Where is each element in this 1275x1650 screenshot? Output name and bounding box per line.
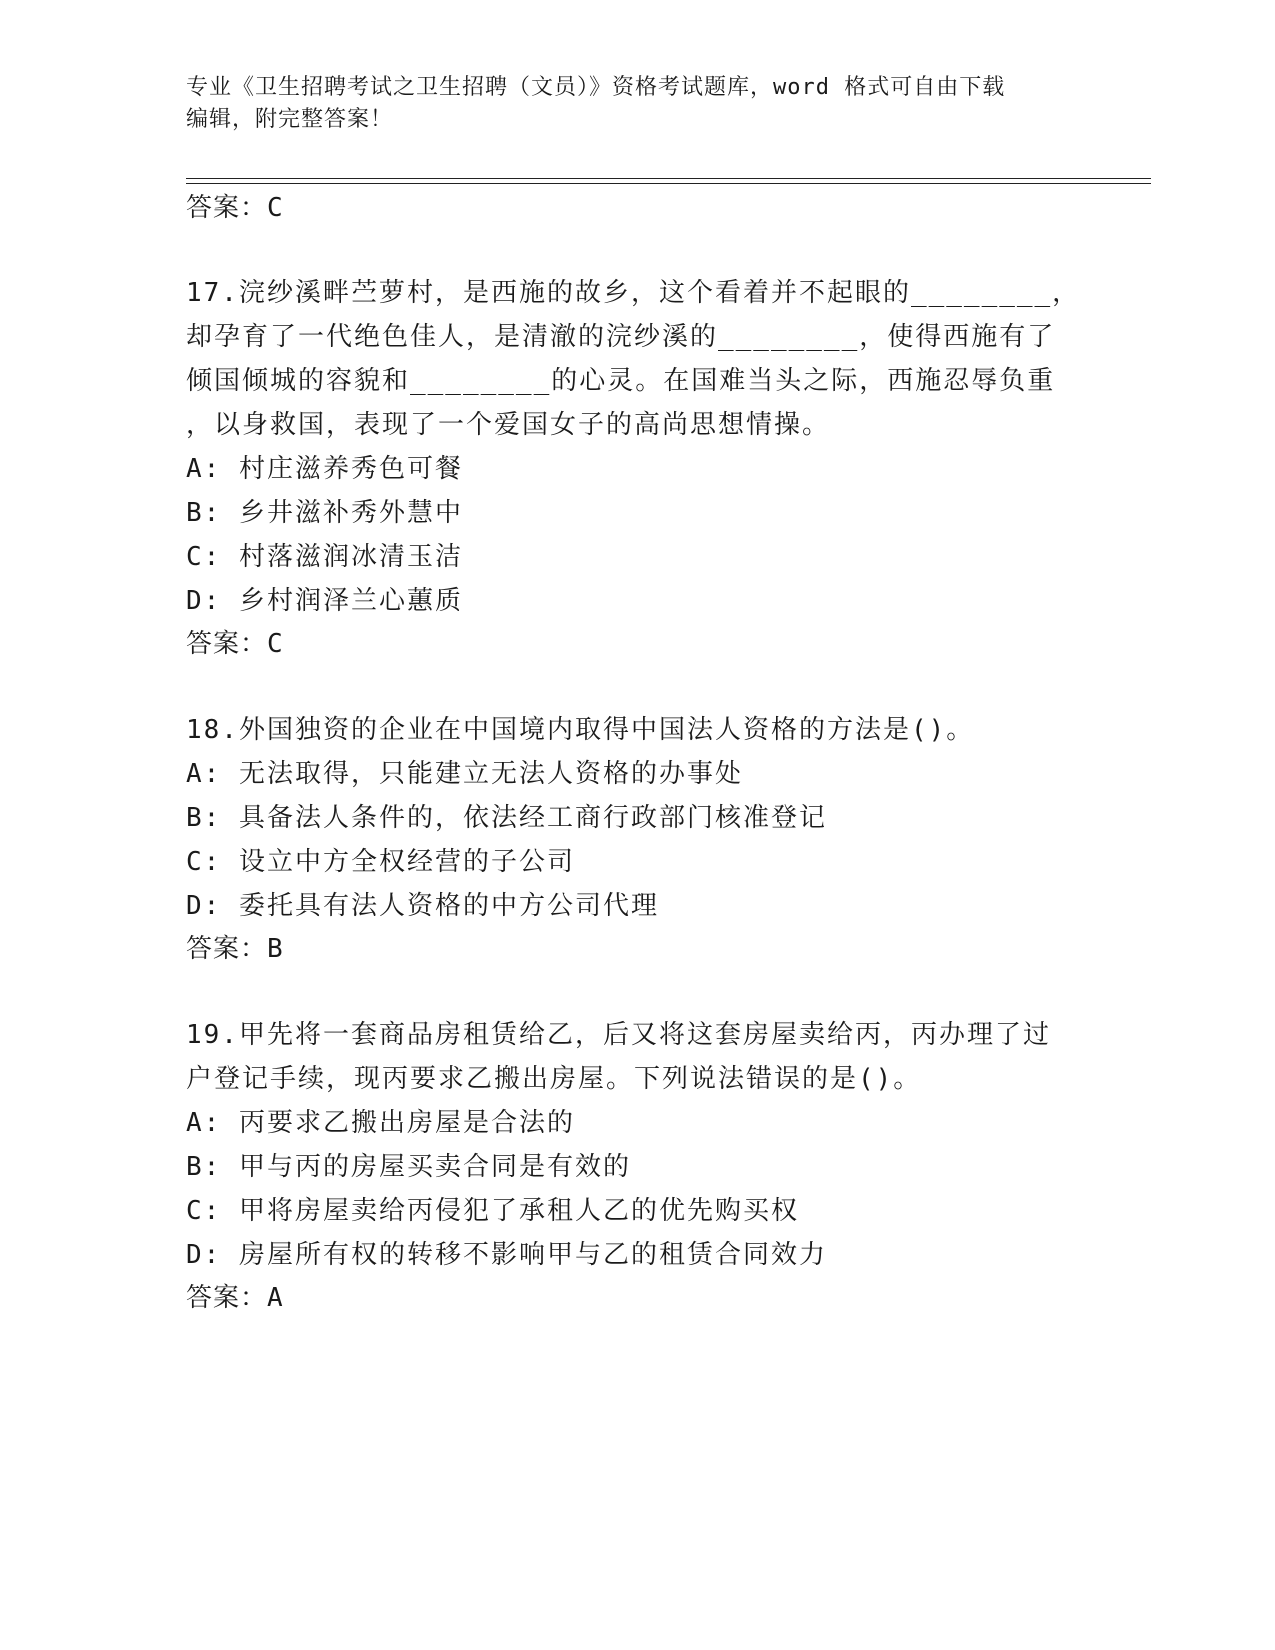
question-stem-line: 户登记手续，现丙要求乙搬出房屋。下列说法错误的是()。: [186, 1064, 922, 1094]
answer-line: 答案：A: [186, 1283, 284, 1313]
answer-line: 答案：C: [186, 629, 284, 659]
option-c: C: 甲将房屋卖给丙侵犯了承租人乙的优先购买权: [186, 1196, 799, 1226]
header-divider: [186, 178, 1151, 179]
option-c: C: 村落滋润冰清玉洁: [186, 542, 463, 572]
answer-line: 答案：C: [186, 193, 284, 223]
question-stem-line: 19.甲先将一套商品房租赁给乙，后又将这套房屋卖给丙，丙办理了过: [186, 1020, 1051, 1050]
option-d: D: 房屋所有权的转移不影响甲与乙的租赁合同效力: [186, 1240, 827, 1270]
option-b: B: 乡井滋补秀外慧中: [186, 498, 463, 528]
option-d: D: 委托具有法人资格的中方公司代理: [186, 891, 659, 921]
question-stem-line: 却孕育了一代绝色佳人，是清澈的浣纱溪的________，使得西施有了: [186, 322, 1056, 352]
header-note-line: 专业《卫生招聘考试之卫生招聘（文员）》资格考试题库，word 格式可自由下载: [186, 75, 1006, 100]
header-note-line: 编辑，附完整答案！: [186, 107, 394, 132]
option-a: A: 无法取得，只能建立无法人资格的办事处: [186, 759, 743, 789]
option-b: B: 具备法人条件的，依法经工商行政部门核准登记: [186, 803, 827, 833]
option-c: C: 设立中方全权经营的子公司: [186, 847, 575, 877]
question-stem-line: 17.浣纱溪畔苎萝村，是西施的故乡，这个看着并不起眼的________，: [186, 278, 1081, 308]
option-a: A: 村庄滋养秀色可餐: [186, 454, 463, 484]
option-d: D: 乡村润泽兰心蕙质: [186, 586, 463, 616]
option-a: A: 丙要求乙搬出房屋是合法的: [186, 1108, 575, 1138]
answer-line: 答案：B: [186, 934, 284, 964]
question-stem-line: ，以身救国，表现了一个爱国女子的高尚思想情操。: [186, 410, 831, 440]
header-note: [186, 72, 1066, 136]
question-stem-line: 18.外国独资的企业在中国境内取得中国法人资格的方法是()。: [186, 715, 975, 745]
header-divider: [186, 183, 1151, 184]
question-stem-line: 倾国倾城的容貌和________的心灵。在国难当头之际，西施忍辱负重: [186, 366, 1056, 396]
option-b: B: 甲与丙的房屋买卖合同是有效的: [186, 1152, 631, 1182]
